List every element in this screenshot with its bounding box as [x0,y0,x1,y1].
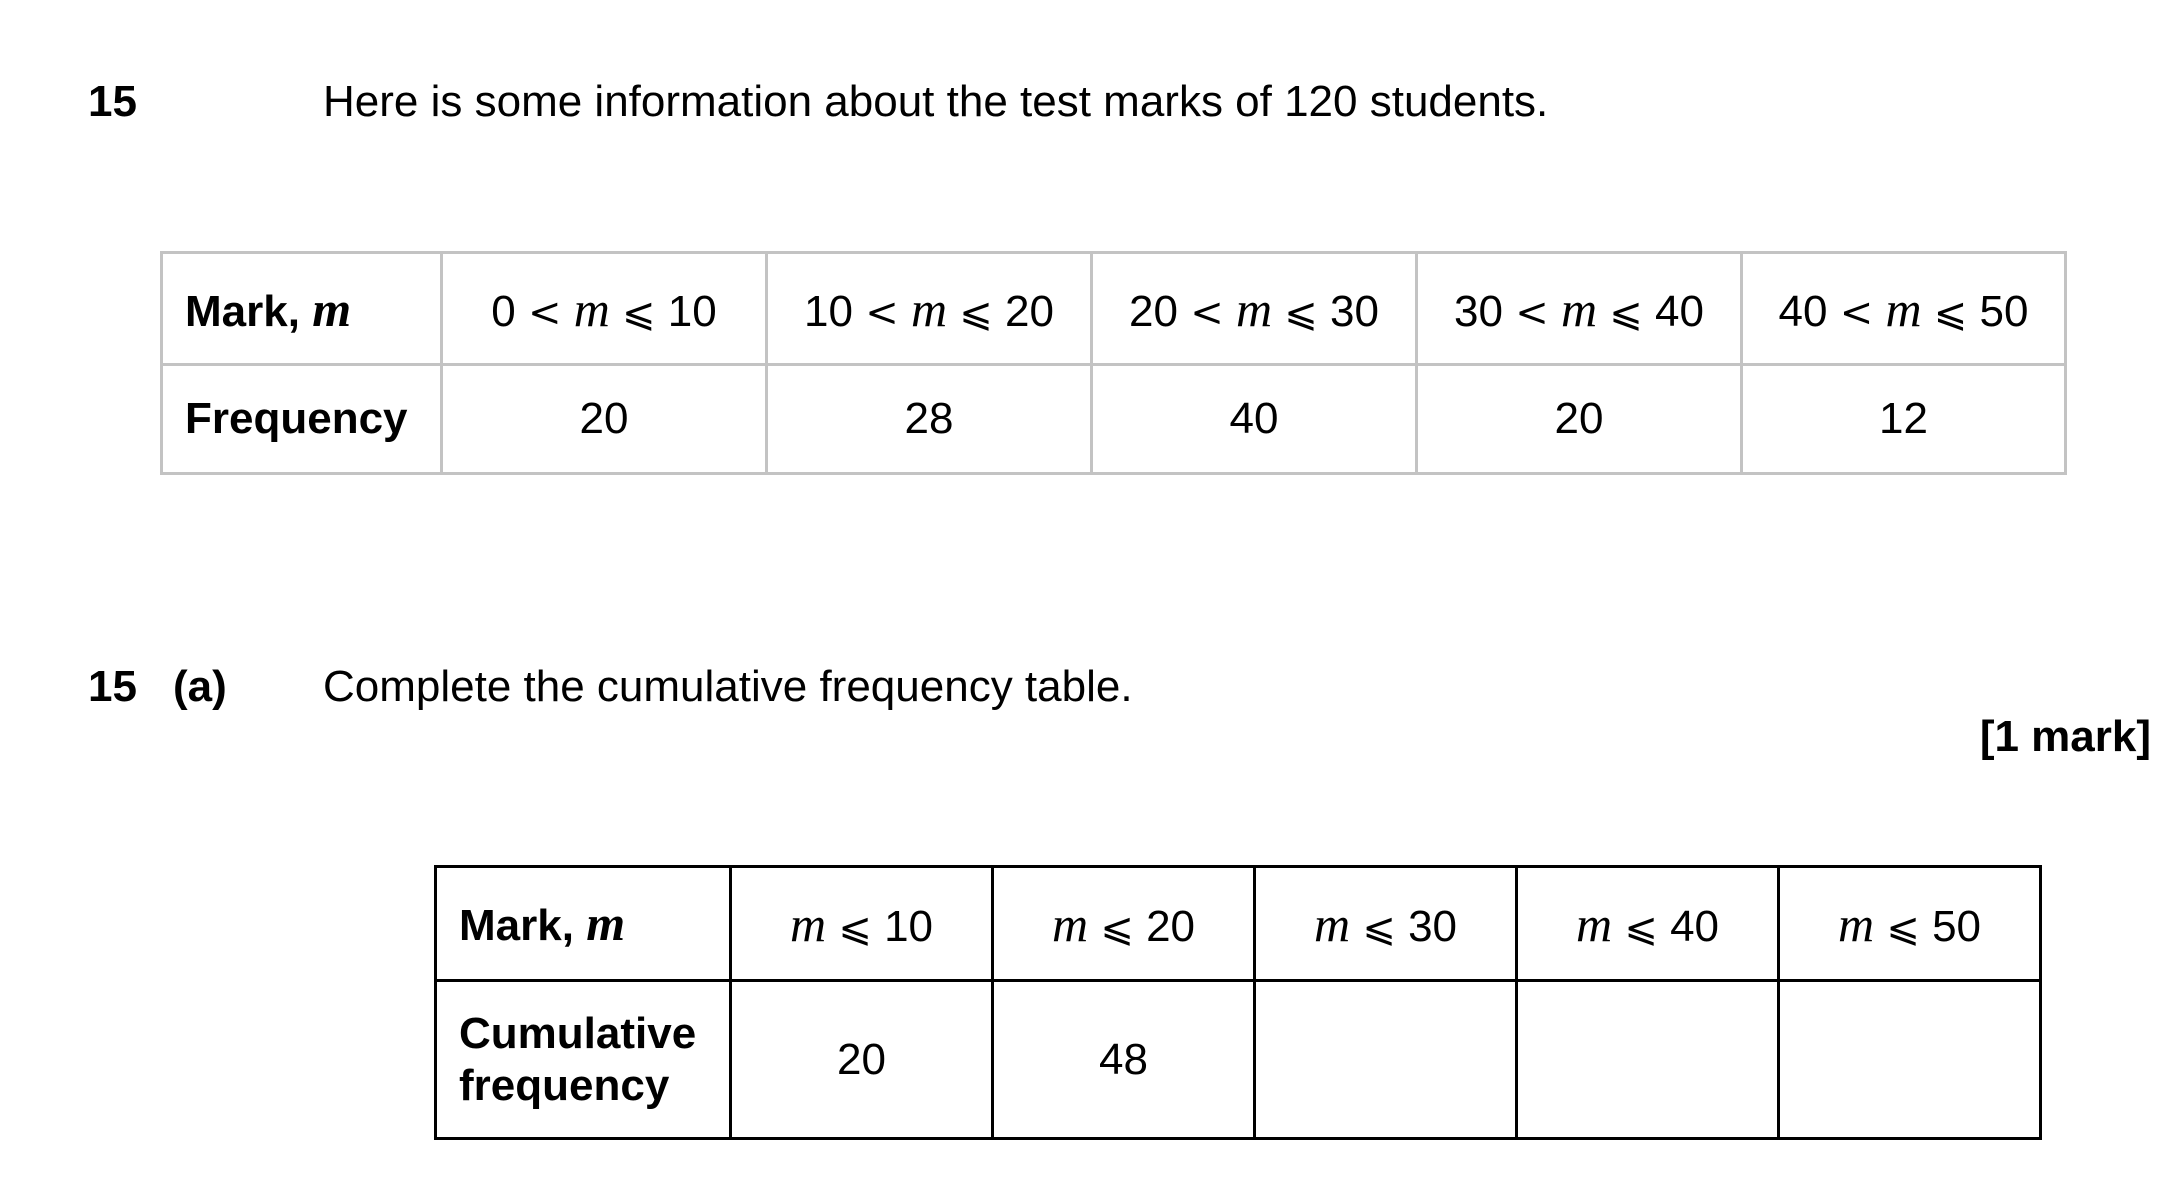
interval-variable: m [573,280,610,337]
interval-low: 30 [1454,286,1503,336]
frequency-header-cell: Frequency [162,365,442,474]
mark-header-cell [436,867,731,981]
part-number: 15 [88,662,137,711]
bound-variable: m [1575,895,1613,952]
less-than-symbol: < [1190,289,1224,336]
mark-header-label: Mark, [185,286,300,336]
mark-header-label: Mark, [459,901,574,950]
bound-value: 40 [1670,901,1720,951]
bound-value: 50 [1932,901,1982,951]
table-row [436,981,2041,1139]
interval-cell [767,253,1092,365]
table-row [436,867,2041,981]
bound-variable: m [789,895,827,952]
frequency-cell: 12 [1742,365,2066,474]
mark-header-cell [162,253,442,365]
less-than-symbol: < [1515,289,1549,336]
answer-input-cell[interactable] [1255,981,1517,1139]
interval-cell [1092,253,1417,365]
mark-variable: m [586,895,626,951]
cumulative-header-line1: Cumulative [459,1008,697,1058]
frequency-cell: 20 [1417,365,1742,474]
interval-low: 10 [804,286,853,336]
bound-value: 20 [1146,901,1196,951]
interval-high: 20 [1005,286,1054,336]
bound-cell [1779,867,2041,981]
frequency-cell: 20 [442,365,767,474]
less-equal-symbol: ⩽ [959,289,993,336]
interval-variable: m [1560,280,1598,337]
answer-input-cell[interactable] [1779,981,2041,1139]
cumulative-frequency-table [434,865,2042,1140]
less-equal-symbol: ⩽ [1284,289,1318,336]
interval-cell [442,253,767,365]
part-label: (a) [173,662,227,711]
bound-cell [1255,867,1517,981]
less-equal-symbol: ⩽ [622,289,656,336]
less-equal-symbol: ⩽ [1362,904,1396,951]
interval-cell [1742,253,2066,365]
bound-cell [731,867,993,981]
interval-cell [1417,253,1742,365]
interval-variable: m [1235,280,1273,337]
cumulative-header-cell [436,981,731,1139]
mark-variable: m [312,280,352,337]
table-row [162,365,2066,474]
interval-variable: m [1885,280,1922,337]
interval-high: 50 [1979,286,2029,336]
frequency-cell: 40 [1092,365,1417,474]
bound-cell [1517,867,1779,981]
question-text: Here is some information about the test marks of 120 students. [323,77,1549,126]
interval-low: 0 [491,286,516,336]
bound-variable: m [1837,895,1875,952]
bound-value: 30 [1408,901,1458,951]
part-instruction: Complete the cumulative frequency table. [323,662,1133,711]
bound-variable: m [1051,895,1089,952]
interval-high: 30 [1330,286,1379,336]
bound-variable: m [1313,895,1351,952]
table-row [162,253,2066,365]
answer-input-cell[interactable] [1517,981,1779,1139]
frequency-table [160,251,2067,475]
frequency-cell: 28 [767,365,1092,474]
interval-low: 40 [1778,286,1828,336]
less-equal-symbol: ⩽ [1100,904,1134,951]
cumulative-header-line2: frequency [459,1060,670,1110]
less-than-symbol: < [527,289,562,336]
less-than-symbol: < [1839,289,1874,336]
interval-high: 40 [1655,286,1704,336]
less-equal-symbol: ⩽ [1886,904,1920,951]
interval-variable: m [910,280,948,337]
interval-low: 20 [1129,286,1178,336]
less-equal-symbol: ⩽ [838,904,872,951]
interval-high: 10 [667,286,717,336]
less-equal-symbol: ⩽ [1933,289,1968,336]
question-number: 15 [88,77,137,126]
bound-value: 10 [884,901,934,951]
less-equal-symbol: ⩽ [1609,289,1643,336]
bound-cell [993,867,1255,981]
less-equal-symbol: ⩽ [1624,904,1658,951]
less-than-symbol: < [865,289,899,336]
marks-label: [1 mark] [1979,712,2151,761]
cumulative-value-cell: 48 [993,981,1255,1139]
cumulative-value-cell: 20 [731,981,993,1139]
